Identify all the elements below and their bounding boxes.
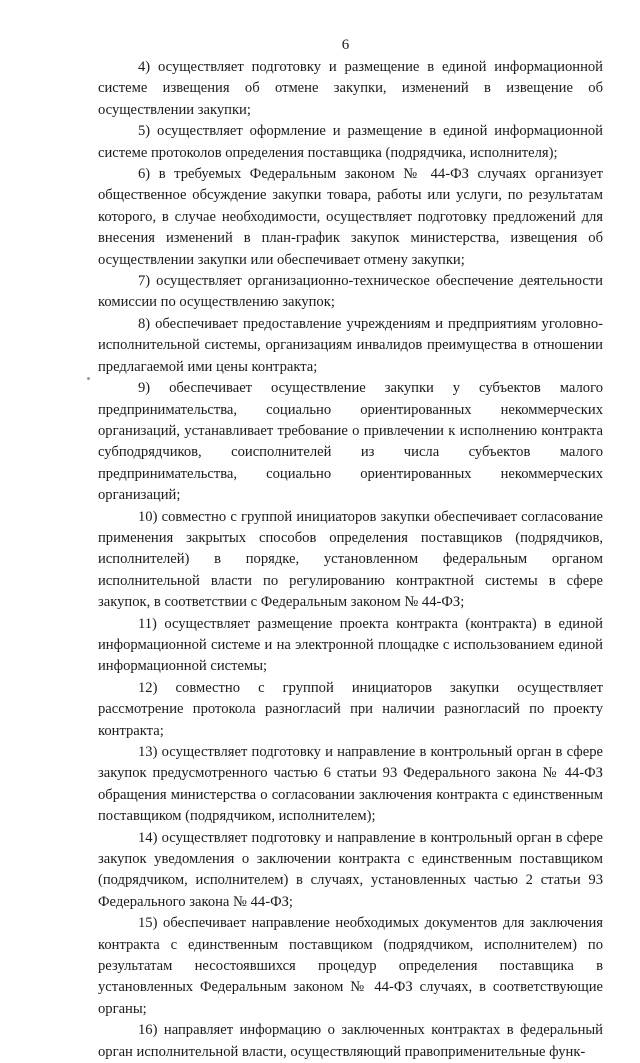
paragraph-item-16: 16) направляет информацию о заключенных контрактах в федеральный орган исполнительной власти, осуществляющий правоприменительные функ- [98,1022,603,1060]
paragraph-item-15: 15) обеспечивает направление необходимых документов для заключения контракта с единственным поставщиком (подрядчиком, исполнителем) по результатам несостоявшихся процедур определения поставщика в установленных Федеральным законом № 44-ФЗ случаях, в соответствующие органы; [98,915,603,1017]
paragraph-item-12: 12) совместно с группой инициаторов закупки осуществляет рассмотрение протокола разногласий при наличии разногласий по проекту контракта; [98,679,603,739]
paragraph-item-10: 10) совместно с группой инициаторов закупки обеспечивает согласование применения закрытых способов определения поставщиков (подрядчиков, исполнителей) в порядке, установленном федеральным органом исполнительной власти по регулированию контрактной системы в сфере закупок, в соответствии с Федеральным законом № 44-ФЗ; [98,508,603,611]
paragraph-item-13: 13) осуществляет подготовку и направление в контрольный орган в сфере закупок предусмотренного частью 6 статьи 93 Федерального закона № 44-ФЗ обращения министерства о согласовании заключения контракта с единственным поставщиком (подрядчиком, исполнителем); [98,744,603,825]
paragraph-item-14: 14) осуществляет подготовку и направление в контрольный орган в сфере закупок уведомления о заключении контракта с единственным поставщиком (подрядчиком, исполнителем) в случаях, установленных частью 2 статьи 93 Федерального закона № 44-ФЗ; [98,829,603,910]
paragraph-item-11: 11) осуществляет размещение проекта контракта (контракта) в единой информационной системе и на электронной площадке с использованием единой информационной системы; [98,615,603,675]
page-number: 6 [341,37,350,53]
paragraph-item-4: 4) осуществляет подготовку и размещение в единой информационной системе извещения об отмене закупки, изменений в извещение об осуществлении закупки; [98,59,603,118]
paragraph-item-9: 9) обеспечивает осуществление закупки у субъектов малого предпринимательства, социально ориентированных некоммерческих организаций, устанавливает требование о привлечении к исполнению контракта субподрядчиков, соисполнителей из числа субъектов малого предпринимательства, социально ориентированных некоммерческих организаций; [98,380,603,504]
paragraph-item-6: 6) в требуемых Федеральным законом № 44-ФЗ случаях организует общественное обсуждение закупки товара, работы или услуги, по результатам которого, в случае необходимости, осуществляет подготовку предложений для внесения изменений в план-график закупок министерства, извещения об осуществлении закупки или обеспечивает отмену закупки; [98,166,603,268]
paragraph-item-5: 5) осуществляет оформление и размещение в единой информационной системе протоколов определения поставщика (подрядчика, исполнителя); [98,123,603,161]
document-body [98,57,603,1063]
paragraph-item-8: 8) обеспечивает предоставление учреждениям и предприятиям уголовно-исполнительной системы, организациям инвалидов преимущества в отношении предлагаемой ими цены контракта; [98,315,603,375]
paragraph-item-7: 7) осуществляет организационно-техническое обеспечение деятельности комиссии по осуществлению закупок; [98,273,603,311]
scan-speck [87,377,90,380]
